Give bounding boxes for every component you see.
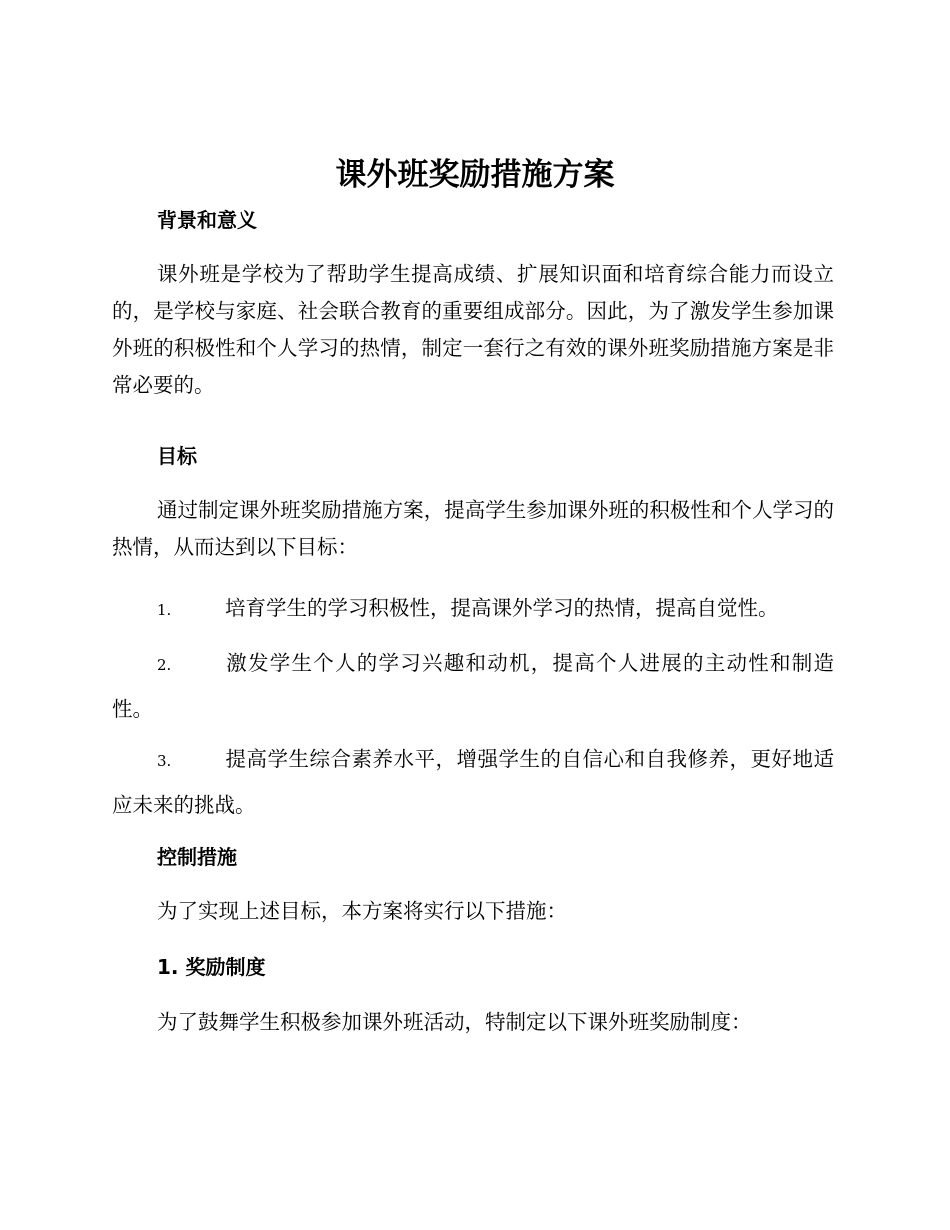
goal-paragraph: 通过制定课外班奖励措施方案，提高学生参加课外班的积极性和个人学习的热情，从而达到以下目标：: [112, 498, 834, 559]
goal-item-number: 3.: [157, 752, 172, 770]
goal-item-number: 2.: [157, 656, 172, 674]
goal-item-3: [112, 737, 834, 827]
goal-item-text: 激发学生个人的学习兴趣和动机，提高个人进展的主动性和制造性。: [112, 651, 834, 721]
background-heading: 背景和意义: [157, 208, 257, 232]
control-paragraph: 为了实现上述目标，本方案将实行以下措施：: [157, 899, 567, 923]
reward-paragraph: 为了鼓舞学生积极参加课外班活动，特制定以下课外班奖励制度：: [157, 1010, 752, 1034]
goal-item-1: [112, 586, 834, 632]
goal-item-2: [112, 641, 834, 731]
goal-item-text: 培育学生的学习积极性，提高课外学习的热情，提高自觉性。: [225, 596, 779, 620]
goal-item-number: 1.: [157, 601, 172, 619]
goal-heading: 目标: [157, 444, 197, 468]
background-paragraph: 课外班是学校为了帮助学生提高成绩、扩展知识面和培育综合能力而设立的，是学校与家庭、社会联合教育的重要组成部分。因此，为了激发学生参加课外班的积极性和个人学习的热情，制定一套行之有效的课外班奖励措施方案是非常必要的。: [112, 262, 834, 397]
document-title: 课外班奖励措施方案: [335, 157, 615, 193]
goal-item-text: 提高学生综合素养水平，增强学生的自信心和自我修养，更好地适应未来的挑战。: [112, 747, 834, 817]
reward-heading: 1. 奖励制度: [157, 955, 266, 979]
control-heading: 控制措施: [157, 845, 237, 869]
